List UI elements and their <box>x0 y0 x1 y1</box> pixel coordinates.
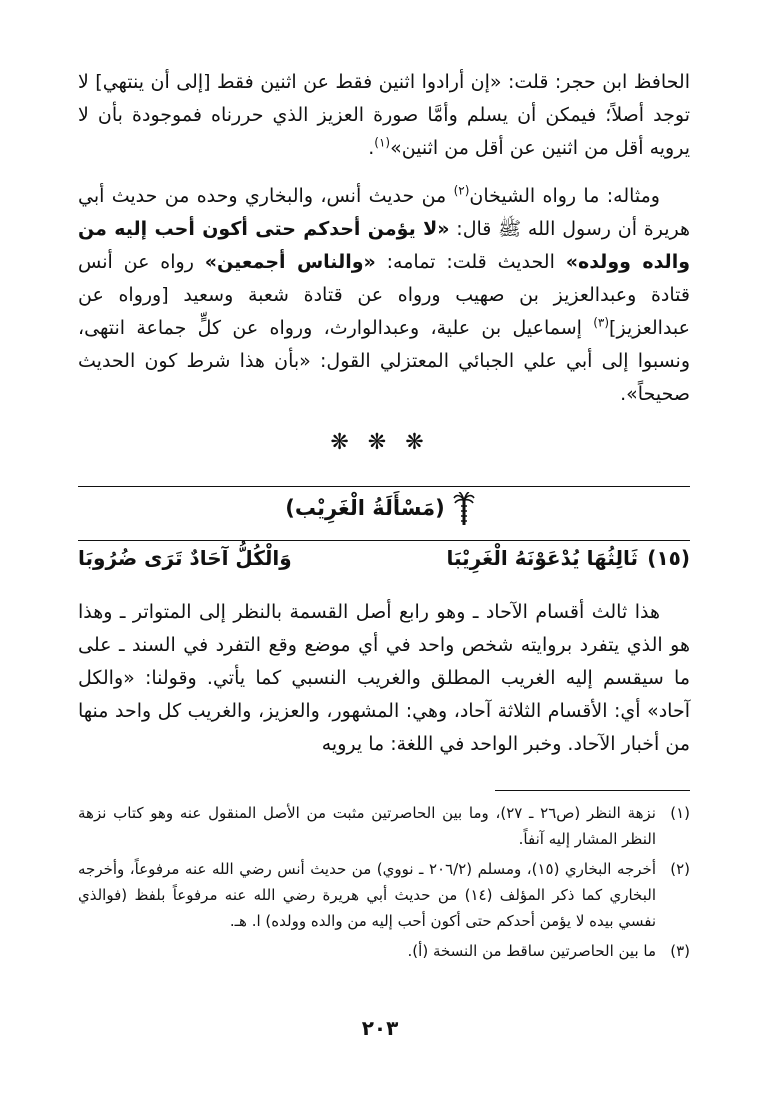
footnote-item <box>78 800 690 852</box>
paragraph2-part2: من حديث أنس، والبخاري وحده من حديث أبي هريرة أن رسول الله ﷺ قال: <box>78 185 690 240</box>
verse-number: (١٥) <box>647 546 690 570</box>
footnotes-section <box>78 800 690 968</box>
heading-rule-top <box>78 486 690 487</box>
footnote-number: (١) <box>670 804 690 822</box>
footnote-text: نزهة النظر (ص٢٦ ـ ٢٧)، وما بين الحاصرتين مثبت من الأصل المنقول عنه وهو كتاب نزهة النظر المشار إليه آنفاً. <box>78 804 656 848</box>
paragraph1-text: الحافظ ابن حجر: قلت: «إن أرادوا اثنين فقط عن اثنين فقط [إلى أن ينتهي] لا توجد أصلاً؛ فيمكن أن يسلم وأمَّا صورة العزيز الذي حررناه فموجودة بأن لا يرويه أقل من اثنين عن أقل من اثنين» <box>78 71 690 159</box>
paragraph2-part4: رواه عن أنس قتادة وعبدالعزيز بن صهيب ورواه عن قتادة شعبة وسعيد [ورواه عن عبدالعزيز] <box>78 251 690 339</box>
footnote-marker-2: (٢) <box>453 183 470 198</box>
paragraph-commentary: هذا ثالث أقسام الآحاد ـ وهو رابع أصل القسمة بالنظر إلى المتواتر ـ وهذا هو الذي يتفرد بروايته شخص واحد في أي موضع وقع التفرد في السند ـ على ما سيقسم إليه الغريب المطلق والغريب النسبي كما يأتي. وقولنا: «والكل آحاد» أي: الأقسام الثلاثة آحاد، وهي: المشهور، والعزيز، والغريب كل واحد منها من أخبار الآحاد. وخبر الواحد في اللغة: ما يرويه <box>78 601 690 755</box>
section-separator-stars: ❋ ❋ ❋ <box>330 430 430 455</box>
footnote-item <box>78 938 690 964</box>
section-title: (مَسْأَلَةُ الْغَرِيْب) <box>285 496 445 520</box>
paragraph1-end: . <box>368 137 375 159</box>
footnote-text: أخرجه البخاري (١٥)، ومسلم (٢٠٦/٢ ـ نووي) من حديث أنس رضي الله عنه مرفوعاً، وأخرجه البخاري كما ذكر المؤلف (١٤) من حديث أبي هريرة رضي الله عنه مرفوعاً بلفظ (فوالذي نفسي بيده لا يؤمن أحدكم حتى أكون أحب إليه من والده وولده) ا. هـ. <box>78 860 656 930</box>
poem-verse <box>78 546 690 582</box>
footnote-text: ما بين الحاصرتين ساقط من النسخة (أ). <box>407 942 656 960</box>
verse-second-hemistich: وَالْكُلُّ آحَادٌ تَرَى ضُرُوبَا <box>78 546 292 570</box>
palm-ornament-icon <box>453 492 475 526</box>
heading-rule-bottom <box>78 540 690 541</box>
footnote-item <box>78 856 690 934</box>
page-number: ٢٠٣ <box>361 1016 399 1040</box>
hadith-text-bold: «لا يؤمن أحدكم حتى أكون أحب إليه من والده وولده» <box>78 218 691 273</box>
paragraph-ibn-hajar-quote <box>78 66 690 165</box>
paragraph2-part5: إسماعيل بن علية، وعبدالوارث، ورواه عن كلٍّ جماعة انتهى، ونسبوا إلى أبي علي الجبائي المعتزلي القول: «بأن هذا شرط كون الحديث صحيحاً». <box>78 317 690 405</box>
hadith-completion-bold: «والناس أجمعين» <box>204 251 376 273</box>
footnote-divider <box>495 790 690 791</box>
paragraph-example-hadith <box>78 180 690 411</box>
paragraph2-part1: ومثاله: ما رواه الشيخان <box>469 185 660 207</box>
verse-first-hemistich: ثَالِثُهَا يُدْعَوْنَهُ الْغَرِيْبَا <box>446 546 638 570</box>
footnote-number: (٣) <box>670 942 690 960</box>
section-heading <box>0 492 760 526</box>
footnote-marker-1: (١) <box>374 135 391 150</box>
footnote-marker-3: (٣) <box>593 315 610 330</box>
footnote-number: (٢) <box>670 860 690 878</box>
paragraph2-part3: الحديث قلت: تمامه: <box>375 251 566 273</box>
